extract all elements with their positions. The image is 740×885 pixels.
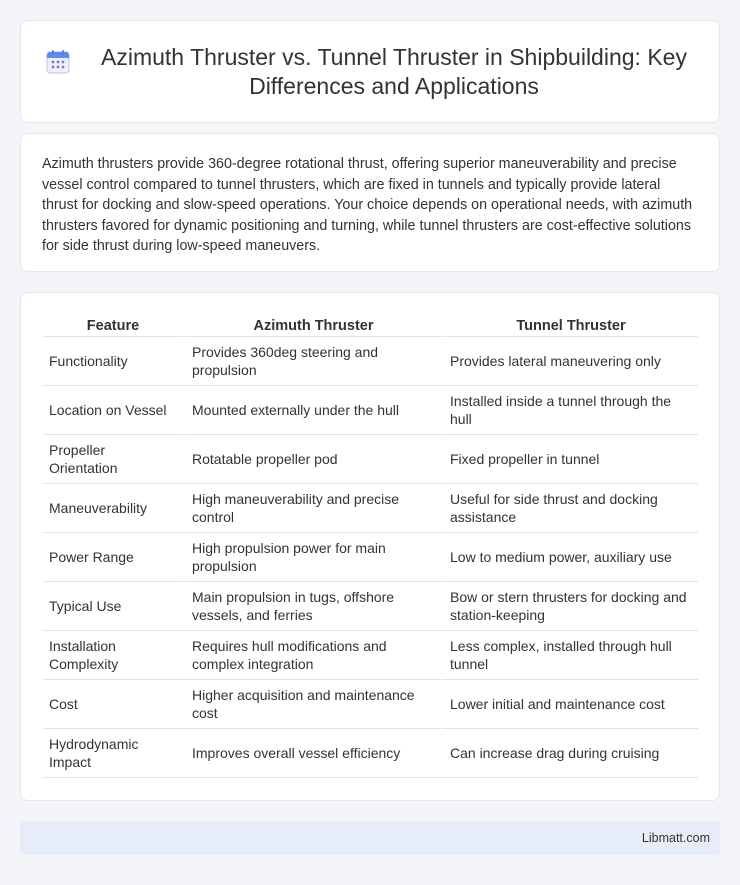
feature-cell: Power Range: [43, 533, 183, 582]
table-row: [43, 680, 698, 729]
table-row: [43, 337, 698, 386]
tunnel-cell: Low to medium power, auxiliary use: [441, 533, 698, 582]
feature-cell: Typical Use: [43, 582, 183, 631]
azimuth-cell: High propulsion power for main propulsion: [183, 533, 441, 582]
page-title: Azimuth Thruster vs. Tunnel Thruster in Shipbuilding: Key Differences and Applications: [101, 44, 687, 99]
azimuth-cell: Rotatable propeller pod: [183, 435, 441, 484]
table-header-row: [43, 313, 698, 337]
azimuth-cell: Mounted externally under the hull: [183, 386, 441, 435]
tunnel-cell: Provides lateral maneuvering only: [441, 337, 698, 386]
table-row: [43, 533, 698, 582]
table-row: [43, 631, 698, 680]
table-row: [43, 484, 698, 533]
azimuth-cell: Main propulsion in tugs, offshore vessels, and ferries: [183, 582, 441, 631]
comparison-card: [20, 292, 720, 801]
table-row: [43, 386, 698, 435]
feature-cell: Cost: [43, 680, 183, 729]
feature-cell: Maneuverability: [43, 484, 183, 533]
header-azimuth: Azimuth Thruster: [183, 313, 441, 337]
feature-cell: Location on Vessel: [43, 386, 183, 435]
tunnel-cell: Useful for side thrust and docking assistance: [441, 484, 698, 533]
feature-cell: Propeller Orientation: [43, 435, 183, 484]
azimuth-cell: Requires hull modifications and complex integration: [183, 631, 441, 680]
azimuth-cell: Improves overall vessel efficiency: [183, 729, 441, 778]
calendar-icon: [45, 49, 71, 75]
table-row: [43, 729, 698, 778]
header-tunnel: Tunnel Thruster: [441, 313, 698, 337]
feature-cell: Hydrodynamic Impact: [43, 729, 183, 778]
feature-cell: Installation Complexity: [43, 631, 183, 680]
azimuth-cell: Higher acquisition and maintenance cost: [183, 680, 441, 729]
tunnel-cell: Fixed propeller in tunnel: [441, 435, 698, 484]
comparison-table: [43, 313, 698, 778]
summary-card: [20, 133, 720, 272]
azimuth-cell: Provides 360deg steering and propulsion: [183, 337, 441, 386]
table-row: [43, 582, 698, 631]
footer: [20, 821, 720, 855]
feature-cell: Functionality: [43, 337, 183, 386]
tunnel-cell: Can increase drag during cruising: [441, 729, 698, 778]
tunnel-cell: Bow or stern thrusters for docking and station-keeping: [441, 582, 698, 631]
table-row: [43, 435, 698, 484]
azimuth-cell: High maneuverability and precise control: [183, 484, 441, 533]
header-feature: Feature: [43, 313, 183, 337]
title-card: [20, 20, 720, 123]
tunnel-cell: Less complex, installed through hull tunnel: [441, 631, 698, 680]
summary-text: Azimuth thrusters provide 360-degree rotational thrust, offering superior maneuverability and precise vessel control compared to tunnel thrusters, which are fixed in tunnels and typically provide lateral thrust for docking and slow-speed operations. Your choice depends on operational needs, with azimuth thrusters favored for dynamic positioning and turning, while tunnel thrusters are cost-effective solutions for side thrust during low-speed maneuvers.: [42, 156, 693, 254]
footer-site-link[interactable]: Libmatt.com: [641, 831, 710, 845]
tunnel-cell: Lower initial and maintenance cost: [441, 680, 698, 729]
tunnel-cell: Installed inside a tunnel through the hull: [441, 386, 698, 435]
